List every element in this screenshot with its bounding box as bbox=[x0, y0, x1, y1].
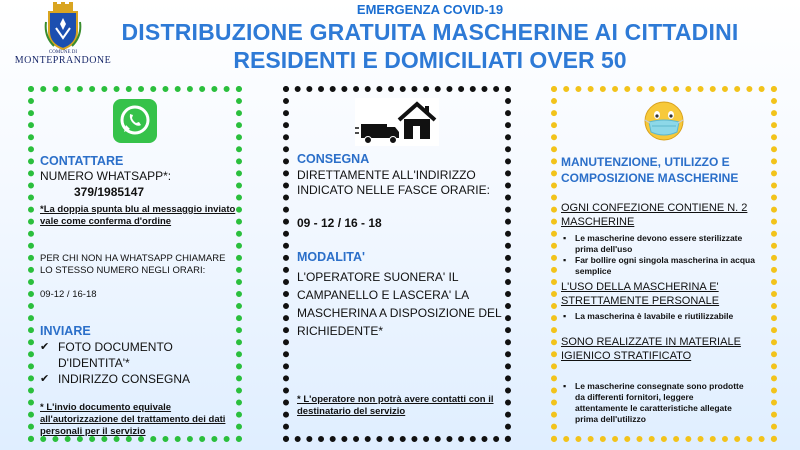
mode-heading: MODALITA' bbox=[297, 250, 366, 264]
comune-label: COMUNE DI bbox=[48, 50, 78, 55]
send-item-document: ✔ FOTO DOCUMENTO D'IDENTITA'* bbox=[40, 339, 236, 371]
emergency-label: EMERGENZA COVID-19 bbox=[356, 2, 504, 17]
washable-item: ▪ La mascherina è lavabile e riutilizzabile bbox=[561, 311, 751, 322]
delivery-heading: CONSEGNA bbox=[297, 152, 370, 166]
contact-panel bbox=[28, 86, 242, 442]
suppliers-list bbox=[561, 381, 745, 425]
delivery-panel bbox=[283, 86, 511, 442]
sterilize-item: ▪ Le mascherine devono essere sterilizzate prima dell'uso bbox=[561, 233, 765, 255]
package-contents: OGNI CONFEZIONE CONTIENE N. 2 MASCHERINE bbox=[561, 202, 748, 228]
delivery-text: DIRETTAMENTE ALL'INDIRIZZO INDICATO NELLE FASCE ORARIE: bbox=[297, 168, 490, 197]
coat-of-arms-icon bbox=[44, 2, 82, 50]
masked-face-emoji-icon bbox=[636, 98, 692, 146]
delivery-hours: 09 - 12 / 16 - 18 bbox=[297, 216, 382, 230]
sterilize-list bbox=[561, 233, 765, 277]
whatsapp-note: *La doppia spunta blu al messaggio inviato vale come conferma d'ordine bbox=[40, 204, 236, 227]
washable-list bbox=[561, 311, 751, 322]
delivery-footnote: * L'operatore non potrà avere contatti con il destinatario del servizio bbox=[297, 394, 494, 417]
boil-item: ▪ Far bollire ogni singola mascherina in acqua semplice bbox=[561, 255, 765, 277]
personal-use: L'USO DELLA MASCHERINA E' STRETTAMENTE PERSONALE bbox=[561, 281, 720, 307]
town-name: MONTEPRANDONE bbox=[14, 55, 112, 66]
contact-footnote: * L'invio documento equivale all'autorizzazione del trattamento dei dati personali per il servizio bbox=[40, 402, 226, 437]
whatsapp-number[interactable]: 379/1985147 bbox=[74, 185, 145, 199]
maintenance-heading: MANUTENZIONE, UTILIZZO E COMPOSIZIONE MASCHERINE bbox=[561, 155, 739, 185]
no-whatsapp-text: PER CHI NON HA WHATSAPP CHIAMARE LO STESSO NUMERO NEGLI ORARI: bbox=[40, 253, 226, 276]
mode-text: L'OPERATORE SUONERA' IL CAMPANELLO E LASCERA' LA MASCHERINA A DISPOSIZIONE DEL RICHIEDENTE* bbox=[297, 270, 502, 338]
title-line-1: DISTRIBUZIONE GRATUITA MASCHERINE AI CITTADINI bbox=[121, 19, 739, 45]
whatsapp-label: NUMERO WHATSAPP*: bbox=[40, 169, 172, 183]
send-list bbox=[40, 339, 236, 387]
maintenance-panel bbox=[551, 86, 777, 442]
page-header bbox=[90, 0, 770, 73]
contact-heading: CONTATTARE bbox=[40, 154, 124, 168]
title-line-2: RESIDENTI E DOMICILIATI OVER 50 bbox=[233, 47, 627, 73]
material-info: SONO REALIZZATE IN MATERIALE IGIENICO STRATIFICATO bbox=[561, 336, 741, 362]
whatsapp-icon bbox=[107, 98, 163, 146]
call-hours: 09-12 / 16-18 bbox=[40, 289, 97, 300]
send-heading: INVIARE bbox=[40, 324, 91, 338]
delivery-truck-house-icon bbox=[355, 98, 439, 146]
suppliers-item: ▪ Le mascherine consegnate sono prodotte da differenti fornitori, leggere attentamente le caratteristiche allegate prima dell'utilizzo bbox=[561, 381, 745, 425]
send-item-address: ✔ INDIRIZZO CONSEGNA bbox=[40, 371, 236, 387]
